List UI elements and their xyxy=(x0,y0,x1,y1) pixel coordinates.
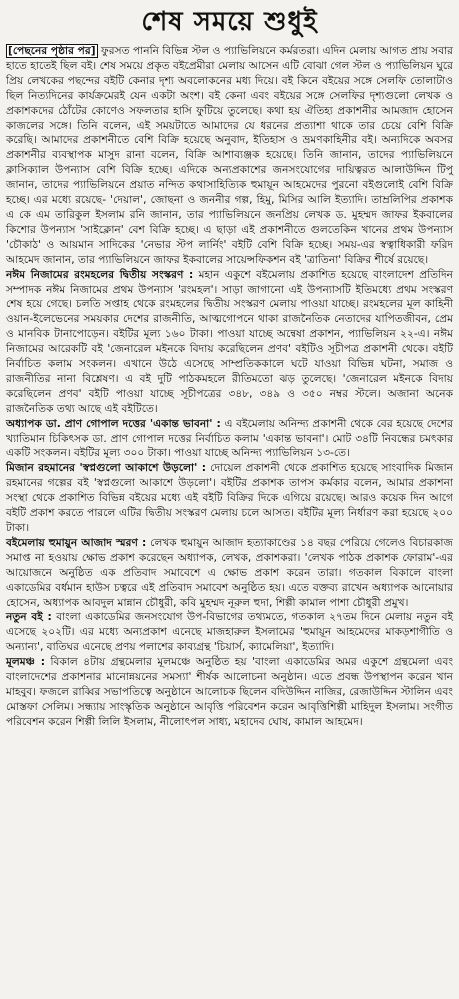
article-headline: শেষ সময়ে শুধুই xyxy=(141,7,318,37)
intro-text: ফুরসত পাননি বিভিন্ন স্টল ও প্যাভিলিয়নে কর্মরতরা। এদিন মেলায় আগত প্রায় সবার হাতে হাতেই ছিল বই। শেষ সময়ে প্রকৃত বইপ্রেমীরা মেলায় আসেন এটি বোঝা গেল স্টল ও প্যাভিলিয়ন ঘুরে প্রিয় লেখকের পছন্দের বইটি কেনার দৃশ্য অবলোকনের মধ্য দিয়ে। বই কিনে বইয়ের সঙ্গে সেলফি তোলাটাও ছিল নিত্যদিনের কার্যক্রমেরই যেন একটা অংশ। বই কেনা এবং বইয়ের সঙ্গে সেলফির দৃশ্যগুলো লেখক ও প্রকাশকদের ঠোঁটের কোণেও সফলতার হাসি ফুটিয়ে তুলেছে। কথা হয় ঐতিহ্য প্রকাশনীর আমজাদ হোসেন কাজলের সঙ্গে। তিনি বলেন, এই সময়টাতে আমাদের যে ধরনের প্রত্যাশা থাকে তার চেয়ে বেশি বিক্রি করেছি। আমাদের প্রকাশনীতে বেশি বিক্রি হয়েছে অনুবাদ, ইতিহাস ও ভ্রমণকাহিনীর বই। অন্যদিকে অবসর প্রকাশনীর ব্যবস্থাপক মাসুদ রানা বলেন, বিক্রি আশাব্যঞ্জক হয়েছে। তিনি জানান, তাদের প্যাভিলিয়নে ক্লাসিক্যাল উপন্যাস বেশি বিক্রি হচ্ছে। এদিকে অন্যপ্রকাশের জনসংযোগের দায়িত্বরত আলাউদ্দিন টিপু জানান, তাদের প্যাভিলিয়নে প্রয়াত নন্দিত কথাসাহিত্যিক হুমায়ূন আহমেদের পুরনো বইগুলোই বেশি বিক্রি হচ্ছে। এর মধ্যে রয়েছে- 'দেয়াল', জোছনা ও জননীর গল্প, হিমু, মিসির আলি ইত্যাদি। তাম্রলিপির প্রকাশক এ কে এম তারিকুল ইসলাম রনি জানান, তার প্যাভিলিয়নে জনপ্রিয় লেখক ড. মুহম্মদ জাফর ইকবালের কিশোর উপন্যাস 'সাইক্লোন' বেশ বিক্রি হচ্ছে। এ ছাড়া এই প্রকাশনীতে গুলতেকিন খানের প্রথম উপন্যাস 'চৌকাঠ' ও আয়মান সাদিকের 'নেভার স্টপ লার্নিং' বইটি বেশি বিক্রি হচ্ছে। সময়-এর স্বত্বাধিকারী ফরিদ আহমেদ জানান, তার প্যাভিলিয়নে জাফর ইকবালের সায়েন্সফিকশন বই 'ত্রাতিনা' বিক্রির শীর্ষে রয়েছে। xyxy=(6,45,453,266)
section-text: মহান একুশে বইমেলায় প্রকাশিত হয়েছে বাংলাদেশ প্রতিদিন সম্পাদক নঈম নিজামের প্রথম উপন্যাস 'রংমহল'। সাড়া জাগানো এই উপন্যাসটি ইতিমধ্যে প্রথম সংস্করণ শেষ হয়ে গেছে। চলতি সপ্তাহ থেকে রংমহলের দ্বিতীয় সংস্করণ মেলায় পাওয়া যাচ্ছে। রংমহলের মূল কাহিনী ওয়ান-ইলেভেনের সময়কার দেশের রাজনীতি, আত্মগোপনে থাকা রাজনৈতিক নেতাদের যাপিতজীবন, প্রেম ও মানবিক টানাপোড়েন। বইটির মূল্য ১৬০ টাকা। পাওয়া যাচ্ছে অন্বেষা প্রকাশন, প্যাভিলিয়ন ২২-এ। নঈম নিজামের আরেকটি বই 'জেনারেল মইনকে বিদায় করেছিলেন প্রণব' বইটিও সূচীপত্র প্রকাশনী থেকে। বইটি নির্বাচিত কলাম সংকলন। এখানে উঠে এসেছে সাম্প্রতিককালে ঘটে যাওয়া বিভিন্ন ঘটনা, সমাজ ও রাজনীতির নানা বিশ্লেষণ। এ বই দুটি পাঠকমহলে রীতিমতো ঝড় তুলেছে। 'জেনারেল মইনকে বিদায় করেছিলেন প্রণব' বইটি পাওয়া যাচ্ছে সূচীপত্রের ৩৪৮, ৩৪৯ ও ৩৫০ নম্বর স্টলে। অজানা অনেক রাজনৈতিক তথ্য আছে এই বইটিতে। xyxy=(6,268,454,415)
continued-from-tag: [পেছনের পৃষ্ঠার পর] xyxy=(8,45,96,57)
section-heading: নতুন বই : xyxy=(6,611,52,624)
section-main-stage xyxy=(6,655,453,730)
section-text: বিকাল ৪টায় গ্রন্থমেলার মূলমঞ্চে অনুষ্ঠিত হয় 'বাংলা একাডেমির অমর একুশে গ্রন্থমেলা এবং বাংলাদেশের প্রকাশনার মানোন্নয়নের সমস্যা' শীর্ষক আলোচনা অনুষ্ঠান। এতে প্রবন্ধ উপস্থাপন করেন খান মাহবুব। ফজলে রাব্বির সভাপতিত্বে অনুষ্ঠানে আলোচক ছিলেন বদিউদ্দিন নাজির, রেজাউদ্দিন স্টালিন এবং মোস্তফা সেলিম। সন্ধ্যায় সাংস্কৃতিক অনুষ্ঠানে আবৃত্তি পরিবেশন করেন আবৃত্তিশিল্পী মাহিদুল ইসলাম। সংগীত পরিবেশন করেন শিল্পী লিলি ইসলাম, নীলোৎপল সাধ্য, মহাদেব ঘোষ, কামাল আহমেদ। xyxy=(6,656,454,728)
section-text: বাংলা একাডেমির জনসংযোগ উপ-বিভাগের তথ্যমতে, গতকাল ২৭তম দিনে মেলায় নতুন বই এসেছে ২০২টি। এর মধ্যে অন্যপ্রকাশ এনেছে মাজহারুল ইসলামের 'হুমায়ূন আহমেদের মাকড়শাগীতি ও অন্যান্য', বাতিঘর এনেছে প্রণয় পলাশের কাব্যগ্রন্থ 'চিয়ার্স, ক্যামেলিয়া', ইত্যাদি। xyxy=(6,611,454,654)
section-rongmohol xyxy=(6,268,453,417)
section-heading: বইমেলায় হুমায়ুন আজাদ স্মরণ : xyxy=(6,536,147,549)
section-ekanto-bhabna xyxy=(6,417,453,462)
section-heading: অধ্যাপক ডা. প্রাণ গোপাল দত্তের 'একান্ত ভাবনা' : xyxy=(6,417,221,430)
section-new-books xyxy=(6,610,453,655)
section-swapnogulo xyxy=(6,461,453,536)
section-heading: মিজান রহমানের 'স্বপ্নগুলো আকাশে উড়লো' : xyxy=(6,462,207,475)
article-body xyxy=(6,44,453,730)
section-heading: মূলমঞ্চ : xyxy=(6,656,45,669)
intro-paragraph xyxy=(6,44,453,268)
section-text: দোয়েল প্রকাশনী থেকে প্রকাশিত হয়েছে সাংবাদিক মিজান রহমানের গল্পের বই 'স্বপ্নগুলো আকাশে উড়লো'। বইটির প্রকাশক তাপস কর্মকার বলেন, আমার প্রকাশনা সংস্থা থেকে প্রকাশিত বিভিন্ন বইয়ের মধ্যে এই বইটি বিক্রির দিকে এগিয়ে রয়েছে। আরও কয়েক দিন আগে বইটি প্রকাশ করতে পারলে এটির দ্বিতীয় সংস্করণ মেলায় চলে আসত। বইটির মূল্য নির্ধারণ করা হয়েছে ২০০ টাকা। xyxy=(6,462,453,534)
section-humayun-azad xyxy=(6,536,453,611)
section-text: লেখক হুমায়ুন আজাদ হত্যাকাণ্ডের ১৪ বছর পেরিয়ে গেলেও বিচারকাজ সমাপ্ত না হওয়ায় ক্ষোভ প্রকাশ করেছেন অধ্যাপক, লেখক, প্রকাশকরা। 'লেখক পাঠক প্রকাশক ফোরাম'-এর আয়োজনে অনুষ্ঠিত এক প্রতিবাদ সমাবেশে এ ক্ষোভ প্রকাশ করেন তারা। গতকাল বিকালে বাংলা একাডেমির বর্ধমান হাউস চত্বরে এই প্রতিবাদ সমাবেশ অনুষ্ঠিত হয়। এতে বক্তব্য রাখেন অধ্যাপক আনোয়ার হোসেন, অধ্যাপক আবদুল মান্নান চৌধুরী, কবি মুহম্মদ নূরুল হুদা, শিল্পী কামাল পাশা চৌধুরী প্রমুখ। xyxy=(6,536,453,609)
section-heading: নঈম নিজামের রংমহলের দ্বিতীয় সংস্করণ : xyxy=(6,268,194,281)
section-text: এ বইমেলায় অনিন্দ্য প্রকাশনী থেকে বের হয়েছে দেশের খ্যাতিমান চিকিৎসক ডা. প্রাণ গোপাল দত্তের নির্বাচিত কলাম 'একান্ত ভাবনা'। মোট ৩৪টি নিবন্ধের চমৎকার একটি সংকলন। বইটির মূল্য ৩০০ টাকা। পাওয়া যাচ্ছে অনিন্দ্য প্যাভিলিয়ন ১৩-তে। xyxy=(6,417,453,460)
